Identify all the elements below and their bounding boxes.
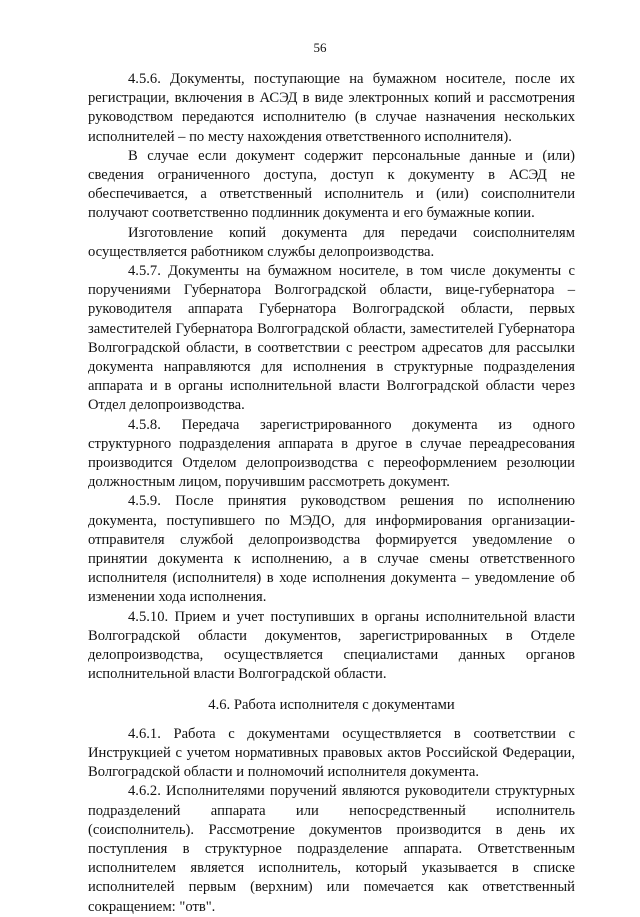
paragraph-4-5-6: 4.5.6. Документы, поступающие на бумажном носителе, после их регистрации, включения в АСЭД в виде электронных копий и рассмотрения руководством передаются исполнителю (в случае назначения нескольких исполнителей – по месту нахождения ответственного исполнителя). xyxy=(88,71,575,145)
page-number: 56 xyxy=(313,40,327,55)
paragraph-4-5-10: 4.5.10. Прием и учет поступивших в органы исполнительной власти Волгоградской области документов, зарегистрированных в Отделе делопроизводства, осуществляется специалистами данных органов исполнительной власти Волгоградской области. xyxy=(88,608,575,683)
paragraph-restricted-access: В случае если документ содержит персональные данные и (или) сведения ограниченного доступа, доступ к документу в АСЭД не обеспечивается, а ответственный исполнитель и (или) соисполнители получают соответственно подлинник документа и его бумажные копии. xyxy=(88,147,575,222)
paragraph-4-5-9: 4.5.9. После принятия руководством решения по исполнению документа, поступившего по МЭДО, для информирования организации-отправителя службой делопроизводства формируется уведомление о принятии документа к исполнению, а в случае смены ответственного исполнителя (исполнителя) в ходе исполнения документа – уведомление об изменении хода исполнения. xyxy=(88,493,575,606)
paragraph-4-5-7: 4.5.7. Документы на бумажном носителе, в том числе документы с поручениями Губернатора Волгоградской области, вице-губернатора – руководителя аппарата Губернатора Волгоградской области, первых заместителей Губернатора Волгоградской области, заместителей Губернатора Волгоградской области, в соответствии с реестром адресатов для рассылки документа направляются для исполнения в структурные подразделения аппарата и в органы исполнительной власти Волгоградской области через Отдел делопроизводства. xyxy=(88,263,575,414)
document-body xyxy=(88,70,575,917)
paragraph-4-6-2: 4.6.2. Исполнителями поручений являются руководители структурных подразделений аппарата или непосредственный исполнитель (соисполнитель). Рассмотрение документов производится в день их поступления в структурное подразделение аппарата. Ответственным исполнителем является исполнитель, который указывается в списке исполнителей первым (верхним) или помечается как ответственный сокращением: "отв". xyxy=(88,783,575,915)
section-heading: 4.6. Работа исполнителя с документами xyxy=(208,696,455,713)
paragraph-copies: Изготовление копий документа для передачи соисполнителям осуществляется работником службы делопроизводства. xyxy=(88,224,575,260)
paragraph-4-5-8: 4.5.8. Передача зарегистрированного документа из одного структурного подразделения аппарата в другое в случае переадресования производится Отделом делопроизводства с переоформлением резолюции должностным лицом, поручившим рассмотреть документ. xyxy=(88,416,575,491)
paragraph-4-6-1: 4.6.1. Работа с документами осуществляется в соответствии с Инструкцией с учетом нормативных правовых актов Российской Федерации, Волгоградской области и полномочий исполнителя документа. xyxy=(88,725,575,781)
